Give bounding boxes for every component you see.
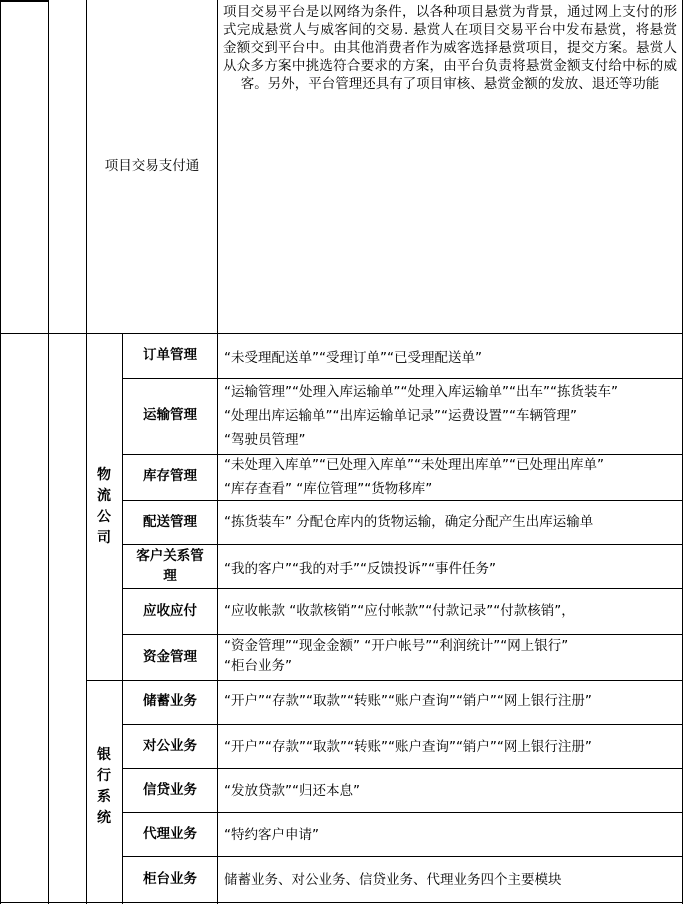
row-name-receivable: 应收应付: [143, 603, 197, 619]
row-line: [122, 812, 683, 813]
row-line-top-section: [0, 333, 683, 334]
group-label-bank: 银 行 系 统: [97, 747, 111, 826]
row-line: [122, 634, 683, 635]
group-label-logistics: 物 流 公 司: [97, 467, 111, 546]
row-name-delivery: 配送管理: [143, 514, 197, 530]
row-name-credit: 信贷业务: [143, 782, 197, 798]
row-name-inventory: 库存管理: [143, 468, 197, 484]
row-content-credit: “发放贷款”“归还本息”: [224, 783, 360, 799]
col-line-2: [86, 0, 87, 904]
row-line: [122, 454, 683, 455]
border-left: [0, 0, 1, 904]
row-line: [122, 768, 683, 769]
row-line: [122, 856, 683, 857]
row-content-receivable: “应收帐款 “收款核销”“应付帐款”“付款记录”“付款核销”，: [224, 603, 575, 619]
row-content-counter: 储蓄业务、对公业务、信贷业务、代理业务四个主要模块: [224, 872, 562, 888]
row-content-transport-1: “运输管理”“处理入库运输单”“处理入库运输单”“出车”“拣货装车”: [224, 384, 618, 400]
row-content-transport-3: “驾驶员管理”: [224, 432, 306, 448]
row-line: [122, 724, 683, 725]
row-name-crm-2: 理: [163, 568, 177, 584]
row-name-savings: 储蓄业务: [143, 693, 197, 709]
row-content-inventory-2: “库存查看” “库位管理”“货物移库”: [224, 481, 433, 497]
row-line-section: [86, 680, 683, 681]
bottom-edge: [0, 902, 683, 903]
row-content-funds-1: “资金管理”“现金金额” “开户帐号”“利润统计”“网上银行”: [224, 638, 569, 654]
row-line: [122, 378, 683, 379]
top-edge: [0, 0, 49, 2]
row-line: [122, 588, 683, 589]
row-name-order: 订单管理: [143, 347, 197, 363]
row-name-counter: 柜台业务: [143, 871, 197, 887]
row-content-funds-2: “柜台业务”: [224, 658, 292, 674]
row-line: [122, 544, 683, 545]
row-content-delivery: “拣货装车” 分配仓库内的货物运输，确定分配产生出库运输单: [224, 514, 594, 530]
row-content-crm: “我的客户”“我的对手”“反馈投诉”“事件任务”: [224, 561, 496, 577]
module-description: 项目交易平台是以网络为条件，以各种项目悬赏为背景，通过网上支付的形式完成悬赏人与威客间的交易. 悬赏人在项目交易平台中发布悬赏，将悬赏金额交到平台中。由其他消费者作为威客选择悬赏项目，提交方案。悬赏人从众多方案中挑选符合要求的方案，由平台负责将悬赏金额支付给中标的威客。另外，平台管理还具有了项目审核、悬赏金额的发放、退还等功能: [223, 4, 677, 92]
row-name-transport: 运输管理: [143, 407, 197, 423]
row-name-crm-1: 客户关系管: [136, 548, 204, 564]
row-content-transport-2: “处理出库运输单”“出库运输单记录”“运费设置”“车辆管理”: [224, 408, 577, 424]
row-content-order: “未受理配送单”“受理订单”“已受理配送单”: [224, 350, 482, 366]
row-content-inventory-1: “未处理入库单”“已处理入库单”“未处理出库单”“已处理出库单”: [224, 457, 604, 473]
module-name-project-pay: 项目交易支付通: [104, 158, 200, 174]
row-content-agency: “特约客户申请”: [224, 827, 319, 843]
row-line: [122, 500, 683, 501]
row-content-savings: “开户”“存款”“取款”“转账”“账户查询”“销户”“网上银行注册”: [224, 693, 592, 709]
row-content-corporate: “开户”“存款”“取款”“转账”“账户查询”“销户”“网上银行注册”: [224, 739, 592, 755]
row-name-corporate: 对公业务: [143, 738, 197, 754]
col-line-1: [48, 0, 49, 904]
row-name-funds: 资金管理: [143, 649, 197, 665]
row-name-agency: 代理业务: [143, 826, 197, 842]
